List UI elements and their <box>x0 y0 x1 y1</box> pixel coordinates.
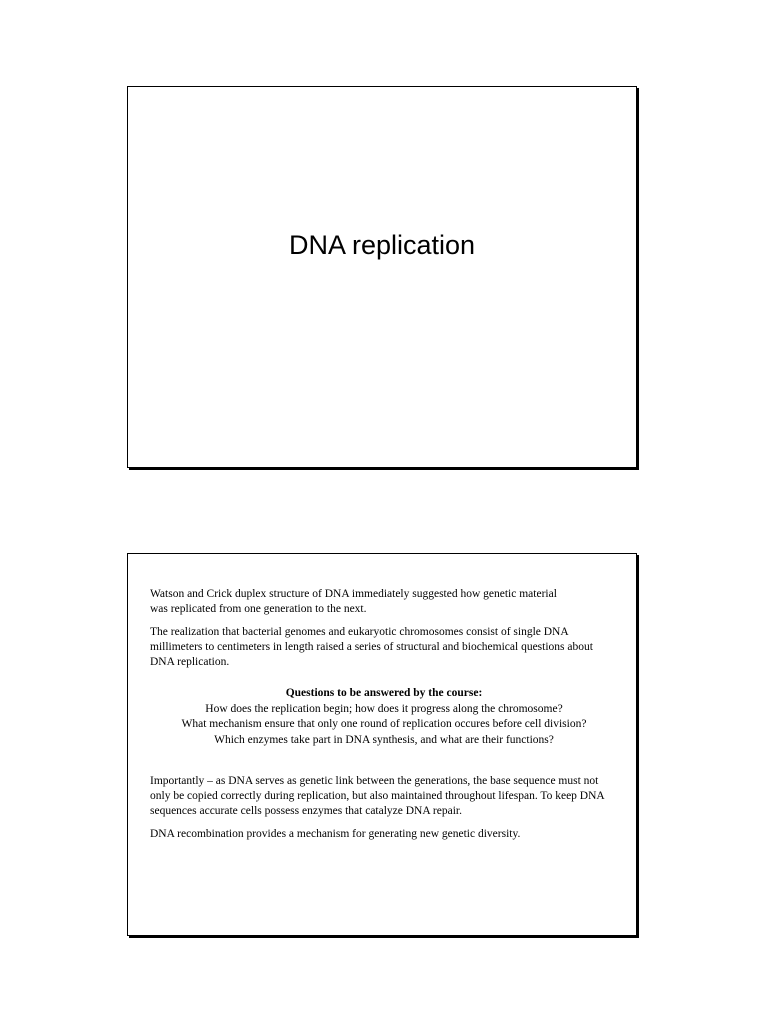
slide-title: DNA replication <box>288 230 476 260</box>
questions-block <box>150 686 618 748</box>
question-item: How does the replication begin; how does it progress along the chromosome? <box>205 702 563 715</box>
question-item: What mechanism ensure that only one round of replication occures before cell division? <box>181 718 587 730</box>
realization-paragraph: The realization that bacterial genomes and eukaryotic chromosomes consist of single DNA millimeters to centimeters in length raised a series of structural and biochemical questions about DNA replication. <box>150 626 593 668</box>
importance-paragraph: Importantly – as DNA serves as genetic link between the generations, the base sequence must not only be copied correctly during replication, but also maintained throughout lifespan. To keep DNA sequences accurate cells possess enzymes that catalyze DNA repair. <box>150 775 605 817</box>
content-slide <box>127 553 637 936</box>
slide-content <box>150 587 618 850</box>
question-item: Which enzymes take part in DNA synthesis, and what are their functions? <box>214 733 554 746</box>
intro-paragraph: Watson and Crick duplex structure of DNA immediately suggested how genetic material was replicated from one generation to the next. <box>150 588 557 615</box>
recombination-paragraph: DNA recombination provides a mechanism for generating new genetic diversity. <box>150 828 521 840</box>
questions-title: Questions to be answered by the course: <box>285 687 483 699</box>
title-slide <box>127 86 637 468</box>
